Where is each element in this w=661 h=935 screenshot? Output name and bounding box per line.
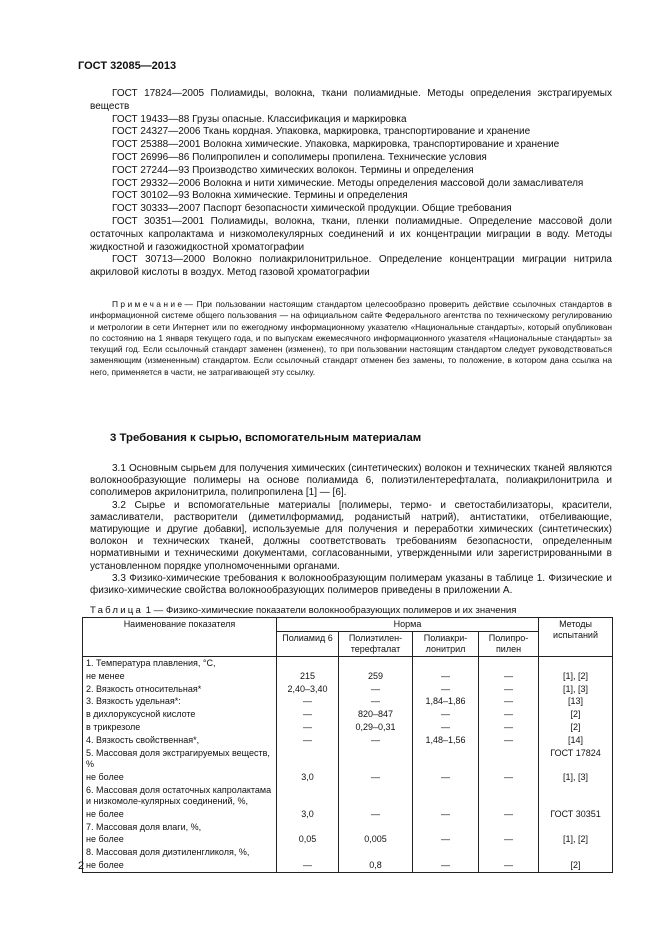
cell-indicator: не более — [83, 859, 277, 872]
cell-value: — — [413, 808, 479, 821]
paragraph-3-1: 3.1 Основным сырьем для получения химических (синтетических) волокон и технических тканей являются волокнообразующие полимеры на основе полиамида 6, полиэтилентерефталата, полиакрилонитрила и сополимеров акрилонитрила, полипропилена [1] — [6]. — [90, 463, 612, 499]
cell-indicator: не менее — [83, 670, 277, 683]
cell-value: — — [277, 734, 339, 747]
cell-value: 3,0 — [277, 808, 339, 821]
table-row — [83, 833, 613, 846]
reference-item: ГОСТ 17824—2005 Полиамиды, волокна, ткани полиамидные. Методы определения экстрагируемых веществ — [90, 88, 612, 112]
cell-indicator: не более — [83, 808, 277, 821]
cell-value: 259 — [339, 670, 413, 683]
page-number: 2 — [78, 860, 85, 872]
reference-item: ГОСТ 30333—2007 Паспорт безопасности химической продукции. Общие требования — [112, 203, 512, 215]
cell-method — [539, 846, 613, 859]
cell-method: [1], [2] — [539, 670, 613, 683]
reference-item: ГОСТ 30351—2001 Полиамиды, волокна, ткани, пленки полиамидные. Определение массовой доли остаточных капролактама и низкомолекулярных соединений и их концентрации миграции в воду. Методы жидкостной и газожидкостной хроматографии — [90, 215, 612, 253]
table-row — [83, 771, 613, 784]
table-row — [83, 846, 613, 859]
cell-value — [413, 656, 479, 669]
reference-item: ГОСТ 24327—2006 Ткань кордная. Упаковка, маркировка, транспортирование и хранение — [112, 126, 531, 138]
cell-value — [339, 747, 413, 771]
cell-value — [277, 821, 339, 834]
cell-value: 215 — [277, 670, 339, 683]
cell-value: — — [479, 859, 539, 872]
cell-value: — — [479, 708, 539, 721]
cell-indicator: 8. Массовая доля диэтиленгликоля, %, — [83, 846, 277, 859]
properties-table — [82, 617, 613, 873]
reference-item: ГОСТ 19433—88 Грузы опасные. Классификация и маркировка — [112, 113, 407, 125]
cell-value: — — [479, 670, 539, 683]
cell-value: — — [339, 695, 413, 708]
cell-value: — — [339, 734, 413, 747]
reference-item: ГОСТ 25388—2001 Волокна химические. Упаковка, маркировка, транспортирование и хранение — [112, 139, 560, 151]
table-row — [83, 808, 613, 821]
reference-item: ГОСТ 29332—2006 Волокна и нити химические. Методы определения массовой доли замасливателя — [112, 177, 584, 189]
cell-value — [339, 656, 413, 669]
cell-value: — — [277, 708, 339, 721]
cell-method: [1], [3] — [539, 771, 613, 784]
cell-value: — — [479, 695, 539, 708]
table-row — [83, 695, 613, 708]
cell-value — [479, 656, 539, 669]
cell-value: 1,48–1,56 — [413, 734, 479, 747]
cell-value — [277, 784, 339, 808]
table-row — [83, 683, 613, 696]
note-text: — При пользовании настоящим стандартом целесообразно проверить действие ссылочных стандартов в информационной системе общего пользования — на официальном сайте Федерального агентства по техническому регулированию и метрологии в сети Интернет или по ежегодному информационному указателю «Национальные стандарты», который опубликован по состоянию на 1 января текущего года, и по выпускам ежемесячного информационного указателя «Национальные стандарты» за текущий год. Если ссылочный стандарт заменен (изменен), то при пользовании настоящим стандартом следует руководствоваться заменяющим (измененным) стандартом. Если ссылочный стандарт отменен без замены, то положение, в котором дана ссылка на него, применяется в части, не затрагивающей эту ссылку. — [90, 299, 612, 377]
cell-value: — — [413, 771, 479, 784]
normative-references — [90, 88, 612, 280]
col-header-methods: Методы испытаний — [539, 618, 613, 657]
cell-method: [2] — [539, 708, 613, 721]
note — [90, 299, 612, 378]
table-body — [83, 656, 613, 872]
cell-value — [339, 821, 413, 834]
cell-indicator: не более — [83, 833, 277, 846]
cell-value: 820–847 — [339, 708, 413, 721]
cell-value: — — [479, 734, 539, 747]
cell-method: [14] — [539, 734, 613, 747]
table-row — [83, 747, 613, 771]
cell-value: 0,8 — [339, 859, 413, 872]
section-body — [90, 463, 612, 597]
cell-value: 2,40–3,40 — [277, 683, 339, 696]
cell-value: — — [339, 771, 413, 784]
cell-value: — — [339, 683, 413, 696]
cell-method: [2] — [539, 859, 613, 872]
cell-value: 1,84–1,86 — [413, 695, 479, 708]
cell-value: — — [277, 695, 339, 708]
cell-indicator: 7. Массовая доля влаги, %, — [83, 821, 277, 834]
cell-value: — — [413, 833, 479, 846]
col-header-polyamide: Полиамид 6 — [277, 631, 339, 656]
table-caption — [90, 605, 516, 616]
cell-value — [479, 784, 539, 808]
table-row — [83, 721, 613, 734]
cell-value: — — [413, 670, 479, 683]
cell-value: — — [413, 859, 479, 872]
cell-value — [339, 846, 413, 859]
paragraph-3-3: 3.3 Физико-химические требования к волокнообразующим полимерам указаны в таблице 1. Физические и физико-химические свойства волокнообразующих полимеров приведены в приложении А. — [90, 572, 612, 597]
cell-indicator: 5. Массовая доля экстрагируемых веществ, % — [83, 747, 277, 771]
cell-indicator: 1. Температура плавления, °С, — [83, 656, 277, 669]
cell-value — [277, 846, 339, 859]
col-header-pp: Полипро-пилен — [479, 631, 539, 656]
table-row — [83, 821, 613, 834]
cell-value: — — [479, 683, 539, 696]
cell-method — [539, 656, 613, 669]
cell-value: 0,005 — [339, 833, 413, 846]
col-header-name: Наименование показателя — [83, 618, 277, 657]
cell-indicator: не более — [83, 771, 277, 784]
cell-method: [1], [3] — [539, 683, 613, 696]
cell-value — [479, 846, 539, 859]
cell-method — [539, 784, 613, 808]
cell-method: [13] — [539, 695, 613, 708]
cell-value: — — [479, 833, 539, 846]
cell-value — [413, 846, 479, 859]
note-label: Примечание — [112, 299, 185, 309]
table-row — [83, 656, 613, 669]
cell-value: — — [339, 808, 413, 821]
col-header-pan: Полиакри-лонитрил — [413, 631, 479, 656]
cell-value — [277, 656, 339, 669]
cell-value: 3,0 — [277, 771, 339, 784]
cell-value — [413, 747, 479, 771]
cell-indicator: 2. Вязкость относительная* — [83, 683, 277, 696]
cell-value — [479, 747, 539, 771]
table-row — [83, 734, 613, 747]
cell-value — [277, 747, 339, 771]
table-row — [83, 859, 613, 872]
cell-value: — — [479, 771, 539, 784]
page-header: ГОСТ 32085—2013 — [78, 60, 177, 72]
cell-method: [2] — [539, 721, 613, 734]
cell-value: 0,29–0,31 — [339, 721, 413, 734]
reference-item: ГОСТ 30713—2000 Волокно полиакрилонитрильное. Определение концентрации миграции нитрила акриловой кислоты в воздух. Метод газовой хроматографии — [90, 254, 612, 279]
cell-value — [413, 821, 479, 834]
cell-indicator: 3. Вязкость удельная*: — [83, 695, 277, 708]
cell-value — [413, 784, 479, 808]
table-caption-text: 1 — Физико-химические показатели волокнообразующих полимеров и их значения — [143, 605, 517, 616]
cell-value: — — [413, 721, 479, 734]
cell-indicator: 6. Массовая доля остаточных капролактама и низкомоле-кулярных соединений, %, — [83, 784, 277, 808]
cell-value: — — [413, 708, 479, 721]
cell-value: — — [479, 721, 539, 734]
cell-indicator: в дихлоруксусной кислоте — [83, 708, 277, 721]
paragraph-3-2: 3.2 Сырье и вспомогательные материалы [полимеры, термо- и светостабилизаторы, красители, замасливатели, растворители (диметилформамид, роданистый натрий), антистатики, отбеливающие, матирующие и другие добавки], используемые для получения и переработки химических (синтетических) волокон и технических тканей, должны соответствовать требованиям безопасности, определенным нормативными и техническими документами, согласованными, утвержденными или зарегистрированными в установленном порядке уполномоченными органами. — [90, 499, 612, 572]
reference-item: ГОСТ 30102—93 Волокна химические. Термины и определения — [112, 190, 408, 202]
cell-value: — — [413, 683, 479, 696]
reference-item: ГОСТ 27244—93 Производство химических волокон. Термины и определения — [112, 164, 474, 176]
cell-value: — — [277, 721, 339, 734]
cell-method: ГОСТ 17824 — [539, 747, 613, 771]
col-header-norm: Норма — [277, 618, 539, 632]
cell-value — [339, 784, 413, 808]
cell-method: ГОСТ 30351 — [539, 808, 613, 821]
table-row — [83, 784, 613, 808]
table-caption-label: Таблица — [90, 605, 144, 616]
col-header-pet: Полиэтилен-терефталат — [339, 631, 413, 656]
cell-value: — — [277, 859, 339, 872]
cell-indicator: в трикрезоле — [83, 721, 277, 734]
cell-method: [1], [2] — [539, 833, 613, 846]
cell-value — [479, 821, 539, 834]
cell-value: — — [479, 808, 539, 821]
table-row — [83, 708, 613, 721]
cell-value: 0,05 — [277, 833, 339, 846]
reference-item: ГОСТ 26996—86 Полипропилен и сополимеры пропилена. Технические условия — [112, 151, 487, 163]
table-row — [83, 670, 613, 683]
section-title: 3 Требования к сырью, вспомогательным материалам — [110, 432, 422, 444]
cell-indicator: 4. Вязкость свойственная*, — [83, 734, 277, 747]
cell-method — [539, 821, 613, 834]
